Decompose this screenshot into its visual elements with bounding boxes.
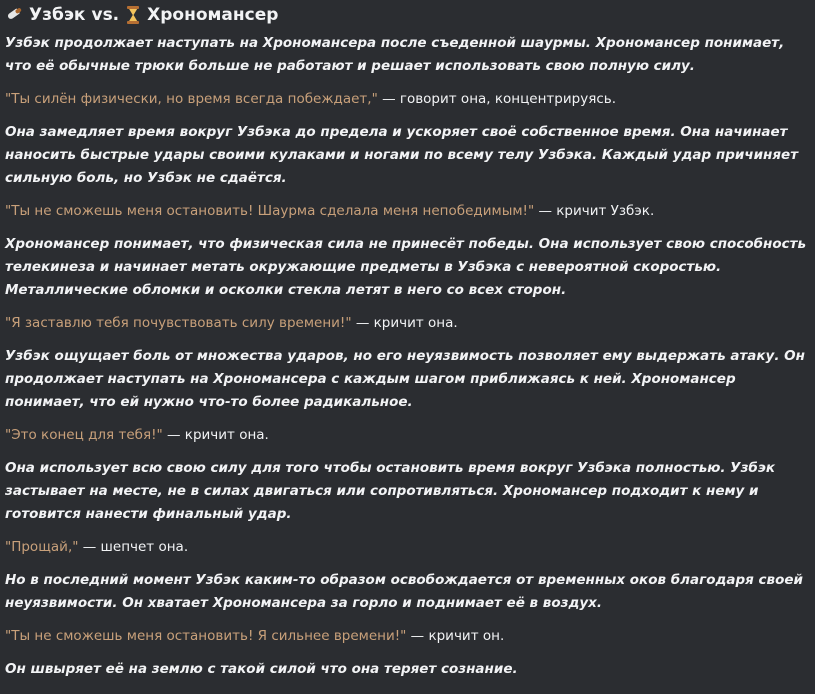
dialogue-quote: "Прощай,"	[5, 539, 79, 555]
story-paragraph: Узбэк ощущает боль от множества ударов, но его неуязвимость позволяет ему выдержать атаку. Он продолжает наступать на Хрономансера с каждым шагом приближаясь к ней. Хрономансер понимает, что ей нужно что-то более радикальное.	[5, 348, 805, 410]
dialogue-line	[5, 424, 809, 447]
dialogue-line	[5, 625, 809, 648]
story-paragraph: Узбэк продолжает наступать на Хрономансера после съеденной шаурмы. Хрономансер понимает, что её обычные трюки больше не работают и решает использовать свою полную силу.	[5, 35, 785, 74]
story-paragraph: Она замедляет время вокруг Узбэка до предела и ускоряет своё собственное время. Она начинает наносить быстрые удары своими кулаками и ногами по всему телу Узбэка. Каждый удар причиняет сильную боль, но Узбэк не сдаётся.	[5, 124, 799, 186]
battle-title	[5, 3, 809, 27]
dialogue-quote: "Ты не сможешь меня остановить! Шаурма сделала меня непобедимым!"	[5, 203, 535, 219]
dialogue-line	[5, 200, 809, 223]
dialogue-line	[5, 312, 809, 335]
dialogue-line	[5, 536, 809, 559]
dialogue-line	[5, 88, 809, 111]
dialogue-tag: — кричит Узбэк.	[534, 203, 655, 219]
dialogue-tag: — шепчет она.	[78, 539, 189, 555]
dialogue-quote: "Ты силён физически, но время всегда побеждает,"	[5, 91, 378, 107]
dialogue-tag: — кричит он.	[406, 628, 505, 644]
dialogue-tag: — говорит она, концентрируясь.	[377, 91, 616, 107]
knife-icon	[1, 2, 26, 27]
story-paragraph: Хрономансер понимает, что физическая сила не принесёт победы. Она использует свою способность телекинеза и начинает метать окружающие предметы в Узбэка с невероятной скоростью. Металлические обломки и осколки стекла летят в него со всех сторон.	[5, 236, 807, 298]
dialogue-tag: — кричит она.	[351, 315, 458, 331]
hourglass-icon	[125, 6, 141, 24]
story-paragraph: Но в последний момент Узбэк каким-то образом освобождается от временных оков благодаря своей неуязвимости. Он хватает Хрономансера за горло и поднимает её в воздух.	[5, 572, 803, 611]
dialogue-quote: "Это конец для тебя!"	[5, 427, 163, 443]
dialogue-quote: "Я заставлю тебя почувствовать силу времени!"	[5, 315, 352, 331]
vs-label: vs.	[91, 5, 120, 25]
story-paragraph: Он швыряет её на землю с такой силой что она теряет сознание.	[5, 661, 518, 677]
fighter-two-name: Хрономансер	[147, 5, 279, 25]
dialogue-quote: "Ты не сможешь меня остановить! Я сильнее времени!"	[5, 628, 407, 644]
story-paragraph: Она использует всю свою силу для того чтобы остановить время вокруг Узбэка полностью. Узбэк застывает на месте, не в силах двигаться или сопротивляться. Хрономансер подходит к нему и готовится нанести финальный удар.	[5, 460, 776, 522]
dialogue-tag: — кричит она.	[162, 427, 269, 443]
fighter-one-name: Узбэк	[29, 5, 86, 25]
